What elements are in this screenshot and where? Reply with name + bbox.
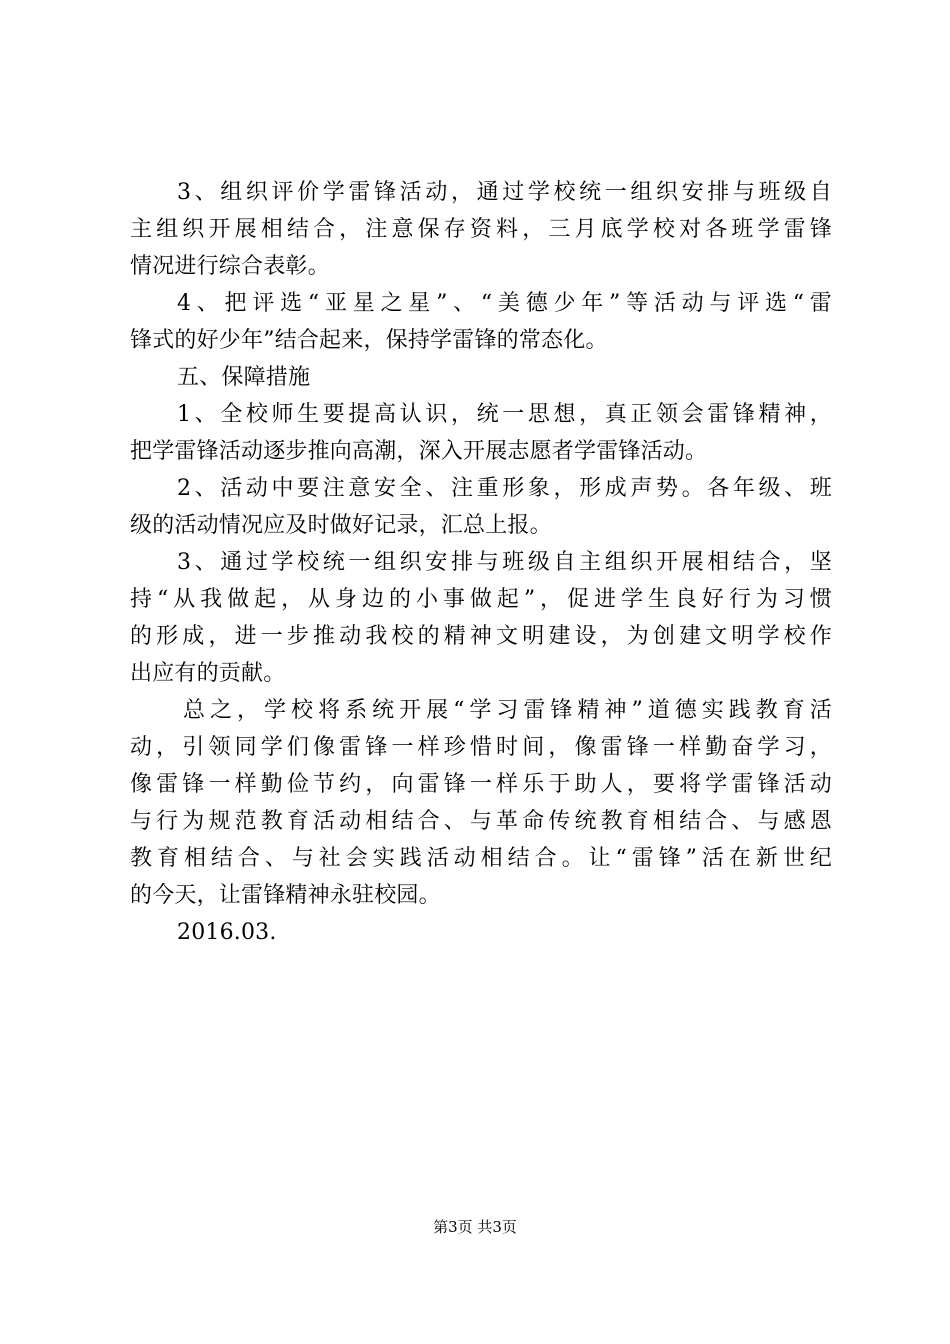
paragraph-4-line-1: 1、全校师生要提高认识，统一思想，真正领会雷锋精神， — [177, 402, 832, 427]
paragraph-6-line-1: 3、通过学校统一组织安排与班级自主组织开展相结合，坚 — [177, 550, 832, 575]
paragraph-1-line-3: 情况进行综合表彰。 — [130, 254, 330, 279]
paragraph-6-line-4: 出应有的贡献。 — [130, 661, 286, 686]
paragraph-1-line-2: 主组织开展相结合，注意保存资料，三月底学校对各班学雷锋 — [130, 217, 832, 242]
paragraph-7-line-5: 教育相结合、与社会实践活动相结合。让“雷锋”活在新世纪 — [130, 846, 832, 871]
section-heading: 五、保障措施 — [177, 365, 311, 390]
paragraph-7-line-3: 像雷锋一样勤俭节约，向雷锋一样乐于助人，要将学雷锋活动 — [130, 772, 832, 797]
paragraph-7-line-4: 与行为规范教育活动相结合、与革命传统教育相结合、与感恩 — [130, 809, 832, 834]
paragraph-7-line-2: 动，引领同学们像雷锋一样珍惜时间，像雷锋一样勤奋学习， — [130, 735, 832, 760]
paragraph-1-line-1: 3、组织评价学雷锋活动，通过学校统一组织安排与班级自 — [177, 180, 832, 205]
paragraph-5-line-2: 级的活动情况应及时做好记录，汇总上报。 — [130, 513, 552, 538]
page-number-footer: 第3页 共3页 — [433, 1218, 517, 1236]
document-date: 2016.03. — [177, 920, 277, 945]
paragraph-2-line-1: 4、把评选“亚星之星”、“美德少年”等活动与评选“雷 — [177, 291, 832, 316]
paragraph-6-line-2: 持“从我做起，从身边的小事做起”，促进学生良好行为习惯 — [130, 587, 832, 612]
paragraph-4-line-2: 把学雷锋活动逐步推向高潮，深入开展志愿者学雷锋活动。 — [130, 439, 708, 464]
paragraph-7-line-1: 总之，学校将系统开展“学习雷锋精神”道德实践教育活 — [183, 698, 832, 723]
paragraph-2-line-2: 锋式的好少年”结合起来，保持学雷锋的常态化。 — [130, 328, 608, 353]
paragraph-7-line-6: 的今天，让雷锋精神永驻校园。 — [130, 883, 441, 908]
paragraph-6-line-3: 的形成，进一步推动我校的精神文明建设，为创建文明学校作 — [130, 624, 832, 649]
paragraph-5-line-1: 2、活动中要注意安全、注重形象，形成声势。各年级、班 — [177, 476, 832, 501]
